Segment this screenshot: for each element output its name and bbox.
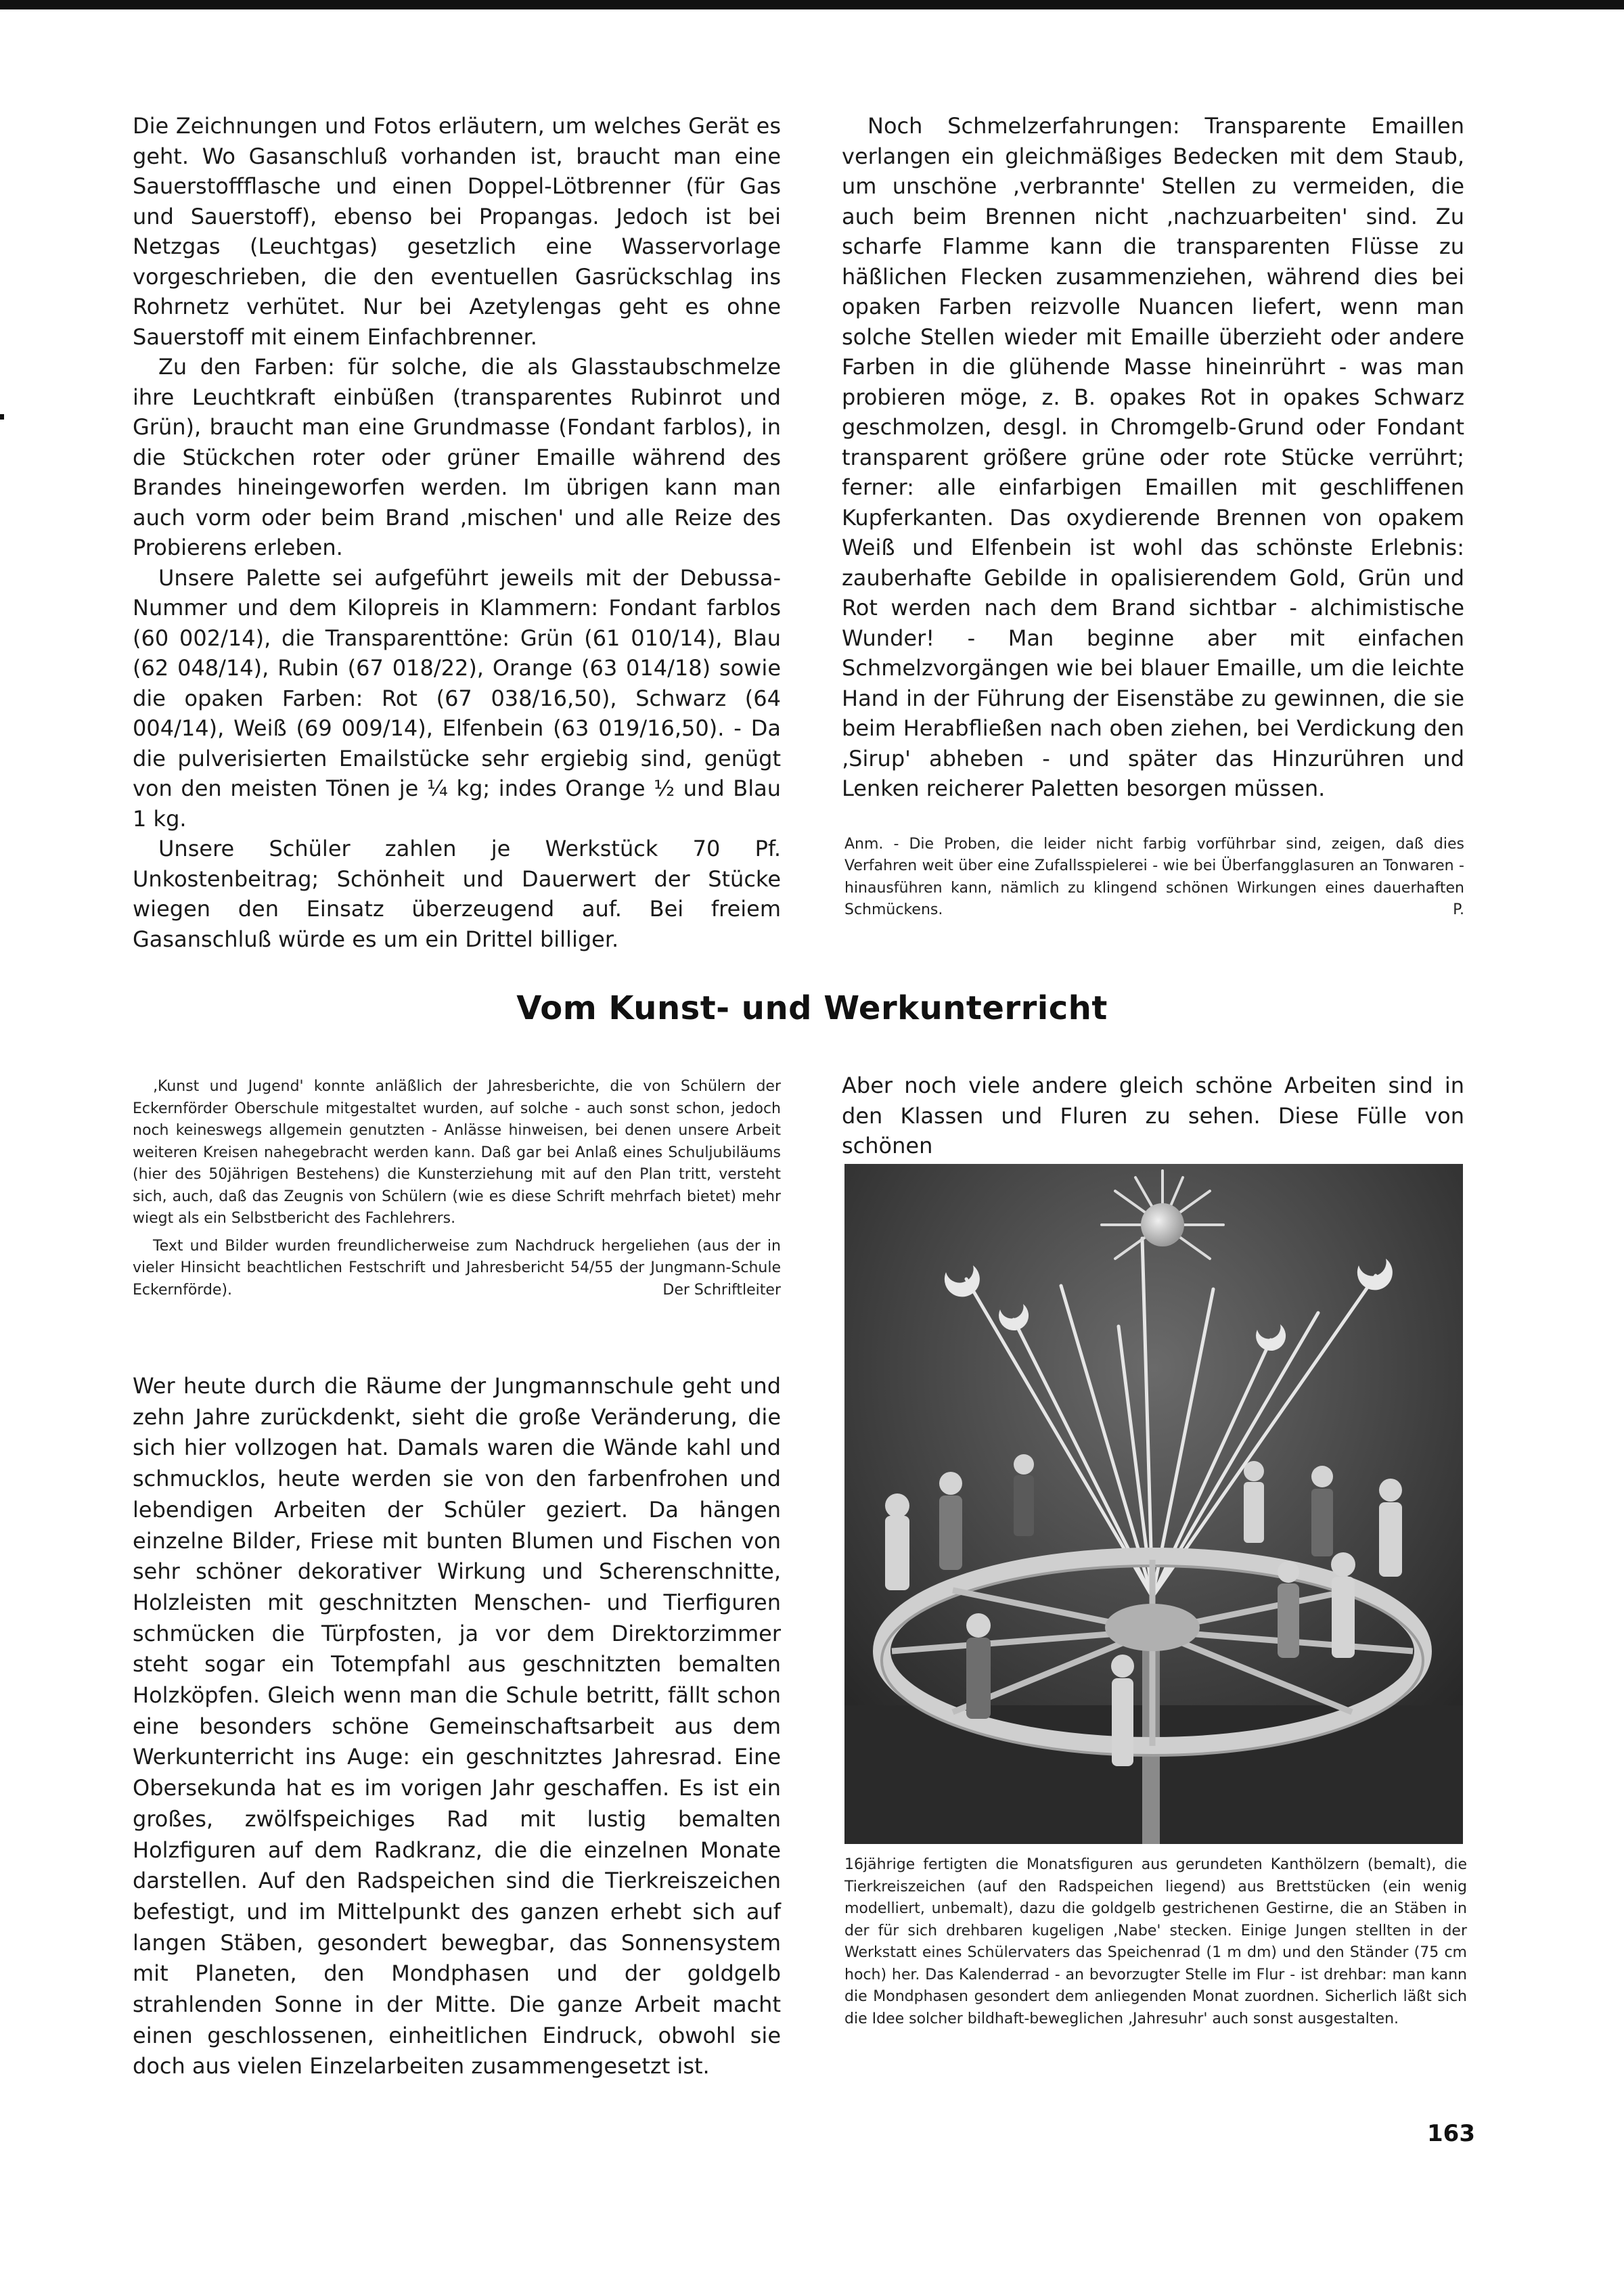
intro-text: Text und Bilder wurden freundlicherweise zum Nachdruck hergeliehen (aus der in vieler Hinsicht beachtlichen Festschrift und Jahresbericht 54/55 der Jungmann-Schule Eckernförde). [133, 1237, 781, 1299]
paragraph: Noch Schmelzerfahrungen: Transparente Emaillen verlangen ein gleichmäßiges Bedecken mit dem Staub, um unschöne ‚verbrannte' Stellen zu vermeiden, die auch beim Brennen nicht ‚nachzuarbeiten' sind. Zu scharfe Flamme kann die transparenten Flüsse zu häßlichen Flecken zusammenziehen, während dies bei opaken Farben reizvolle Nuancen liefert, wenn man solche Stellen wieder mit Emaille überzieht oder andere Farben in die glühende Masse hineinrührt - was man probieren möge, z. B. opakes Rot in opakes Schwarz geschmolzen, desgl. in Chromgelb-Grund oder Fondant transparent größere grüne oder rote Stücke verrührt; ferner: alle einfarbigen Emaillen mit geschliffenen Kupferkanten. Das oxydierende Brennen von opakem Weiß und Elfenbein ist wohl das schönste Erlebnis: zauberhafte Gebilde in opalisierendem Gold, Grün und Rot werden nach dem Brand sichtbar - alchimistische Wunder! - Man beginne aber mit einfachen Schmelzvorgängen wie bei blauer Emaille, um die leichte Hand in der Führung der Eisenstäbe zu gewinnen, die sie beim Herabfließen nach oben ziehen, bei Verdickung den ‚Sirup' abheben - und später das Hinzurühren und Lenken reicherer Paletten besorgen müssen. [842, 113, 1464, 801]
left-top-column [133, 111, 781, 954]
page-number: 163 [1427, 2120, 1475, 2147]
paragraph: Unsere Schüler zahlen je Werkstück 70 Pf. Unkostenbeitrag; Schönheit und Dauerwert der Stücke wiegen den Einsatz überzeugend auf. Bei freiem Gasanschluß würde es um ein Drittel billiger. [133, 836, 781, 952]
top-rule [0, 0, 1624, 9]
paragraph: Zu den Farben: für solche, die als Glasstaubschmelze ihre Leuchtkraft einbüßen (transparentes Rubinrot und Grün), braucht man eine Grundmasse (Fondant farblos), in die Stückchen roter oder grüner Emaille während des Brandes hineingeworfen werden. Im übrigen kann man auch vorm oder beim Brand ‚mischen' und alle Reize des Probierens erleben. [133, 354, 781, 560]
intro-signature: Der Schriftleiter [662, 1281, 781, 1299]
note-text: Anm. - Die Proben, die leider nicht farbig vorführbar sind, zeigen, daß dies Verfahren weit über eine Zufallsspielerei - wie bei Überfangglasuren an Tonwaren - hinausführen kann, nämlich zu klingend schönen Wirkungen eines dauerhaften Schmückens. [844, 835, 1464, 918]
note-signature: P. [1453, 901, 1464, 918]
photo-caption [844, 1854, 1467, 2030]
right-top-column [842, 111, 1464, 922]
intro-paragraph: ‚Kunst und Jugend' konnte anläßlich der Jahresberichte, die von Schülern der Eckernförder Oberschule mitgestaltet wurden, auf solche - auch sonst schon, jedoch noch keineswegs allgemein genutzten - Anlässe hinweisen, bei denen unsere Arbeit weiteren Kreisen nahegebracht werden kann. Daß gar bei Anlaß eines Schuljubiläums (hier des 50jährigen Bestehens) die Kunsterziehung mit auf den Plan tritt, versteht sich, auch, daß das Zeugnis von Schülern (wie es diese Schrift mehrfach bietet) mehr wiegt als ein Selbstbericht des Fachlehrers. [133, 1078, 781, 1227]
paragraph: Aber noch viele andere gleich schöne Arbeiten sind in den Klassen und Fluren zu sehen. Diese Fülle von schönen [842, 1073, 1464, 1159]
photo-illustration [844, 1164, 1463, 1844]
margin-mark [0, 414, 4, 420]
intro-box [133, 1076, 781, 1301]
photo-jahresrad [844, 1164, 1463, 1844]
section-heading: Vom Kunst- und Werkunterricht [516, 989, 1108, 1027]
paragraph: Die Zeichnungen und Fotos erläutern, um welches Gerät es geht. Wo Gasanschluß vorhanden ist, braucht man eine Sauerstoffflasche und einen Doppel-Lötbrenner (für Gas und Sauerstoff), ebenso bei Propangas. Jedoch ist bei Netzgas (Leuchtgas) gesetzlich eine Wasservorlage vorgeschrieben, die den eventuellen Gasrückschlag ins Rohrnetz verhütet. Nur bei Azetylengas geht es ohne Sauerstoff mit einem Einfachbrenner. [133, 113, 781, 350]
paragraph: Wer heute durch die Räume der Jungmannschule geht und zehn Jahre zurückdenkt, sieht die große Veränderung, die sich hier vollzogen hat. Damals waren die Wände kahl und schmucklos, heute werden sie von den farbenfrohen und lebendigen Arbeiten der Schüler geziert. Da hängen einzelne Bilder, Friese mit bunten Blumen und Fischen von sehr schöner dekorativer Wirkung und Scherenschnitte, Holzleisten mit geschnitzten Menschen- und Tierfiguren schmücken die Türpfosten, ja vor dem Direktorzimmer steht sogar ein Totempfahl aus geschnitzten bemalten Holzköpfen. Gleich wenn man die Schule betritt, fällt schon eine besonders schöne Gemeinschaftsarbeit aus dem Werkunterricht ins Auge: ein geschnitztes Jahresrad. Eine Obersekunda hat es im vorigen Jahr geschaffen. Es ist ein großes, zwölfspeichiges Rad mit lustig bemalten Holzfiguren auf dem Radkranz, die die einzelnen Monate darstellen. Auf den Radspeichen sind die Tierkreiszeichen befestigt, und im Mittelpunkt des ganzen erhebt sich auf langen Stäben, gesondert bewegbar, das Sonnensystem mit Planeten, den Mondphasen und der goldgelb strahlenden Sonne in der Mitte. Die ganze Arbeit macht einen geschlossenen, einheitlichen Eindruck, obwohl sie doch aus vielen Einzelarbeiten zusammengesetzt ist. [133, 1373, 781, 2079]
annotation-note [842, 834, 1464, 922]
intro-paragraph [133, 1236, 781, 1302]
paragraph: Unsere Palette sei aufgeführt jeweils mit der Debussa-Nummer und dem Kilopreis in Klammern: Fondant farblos (60 002/14), die Transparenttöne: Grün (61 010/14), Blau (62 048/14), Rubin (67 018/22), Orange (63 014/18) sowie die opaken Farben: Rot (67 038/16,50), Schwarz (64 004/14), Weiß (69 009/14), Elfenbein (63 019/16,50). - Da die pulverisierten Emailstücke sehr ergiebig sind, genügt von den meisten Tönen je ¼ kg; indes Orange ½ und Blau 1 kg. [133, 564, 781, 832]
caption-text: 16jährige fertigten die Monatsfiguren aus gerundeten Kanthölzern (bemalt), die Tierkreiszeichen (auf den Radspeichen liegend) aus Brettstücken (ein wenig modelliert, unbemalt), dazu die goldgelb gestrichenen Gestirne, die an Stäben in der für sich drehbaren kugeligen ‚Nabe' stecken. Einige Jungen stellten in der Werkstatt eines Schülervaters das Speichenrad (1 m dm) und den Ständer (75 cm hoch) her. Das Kalenderrad - an bevorzugter Stelle im Flur - ist drehbar: man kann die Mondphasen gesondert dem anliegenden Monat zuordnen. Sicherlich läßt sich die Idee solcher bildhaft-beweglichen ‚Jahresuhr' auch sonst ausgestalten. [844, 1856, 1467, 2027]
left-bottom-column [133, 1371, 781, 2082]
right-bottom-lead [842, 1071, 1464, 1161]
